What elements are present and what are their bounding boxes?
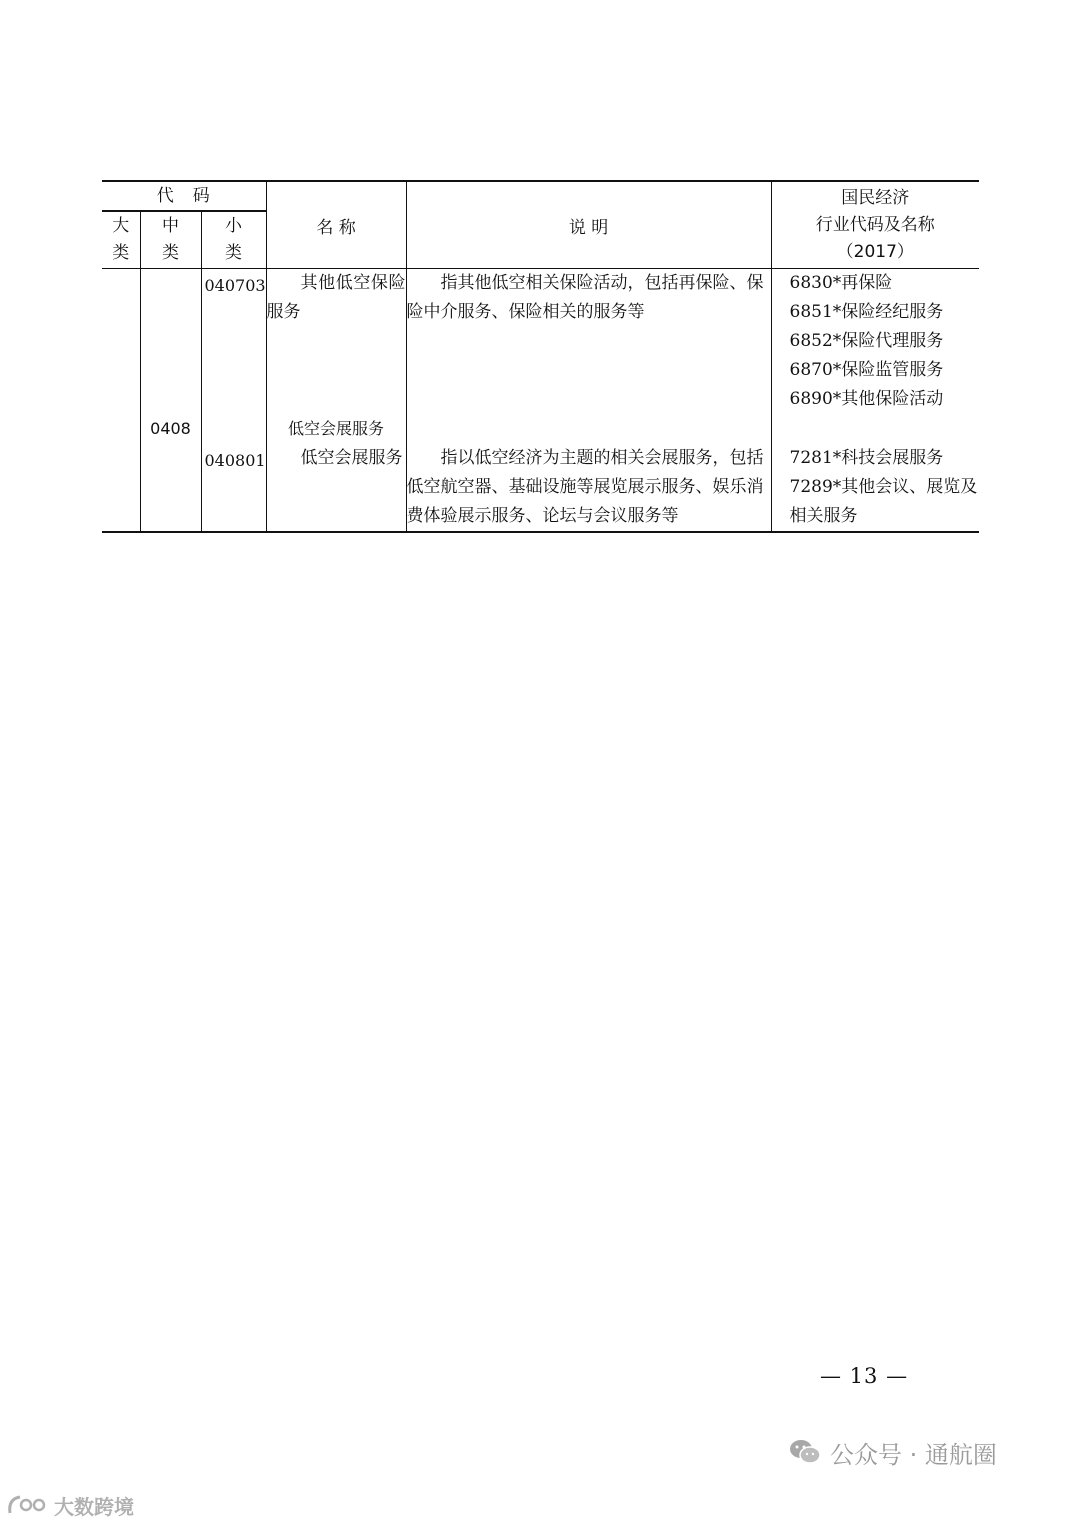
industry-codes-cell <box>771 414 979 444</box>
industry-code: 6870*保险监管服务 <box>789 360 944 380</box>
brand-logo-icon <box>6 1493 50 1517</box>
table-row <box>102 444 979 532</box>
page-number: — 13 — <box>820 1364 909 1388</box>
minor-code-cell <box>201 444 266 532</box>
header-row-1 <box>102 181 979 211</box>
major-class-cell <box>102 444 140 532</box>
industry-codes-cell <box>771 269 979 415</box>
industry-code: 7281*科技会展服务 <box>789 448 944 468</box>
table-row <box>102 414 979 444</box>
middle-class-cell <box>140 269 201 415</box>
major-class-cell <box>102 414 140 444</box>
watermark-right-text: 公众号 · 通航圈 <box>830 1440 997 1469</box>
minor-code: 040801 <box>204 451 266 470</box>
middle-class-char-2: 类 <box>162 243 179 263</box>
industry-code: 6890*其他保险活动 <box>789 389 944 409</box>
industry-code: 6830*再保险 <box>789 273 893 293</box>
name-cell: 其他低空保险服务 <box>266 269 406 415</box>
minor-code-cell <box>201 269 266 415</box>
description-cell: 指以低空经济为主题的相关会展服务，包括低空航空器、基础设施等展览展示服务、娱乐消费体验展示服务、论坛与会议服务等 <box>406 444 771 532</box>
minor-code-cell <box>201 414 266 444</box>
watermark-right <box>788 1432 997 1472</box>
industry-code: 7289*其他会议、展览及相关服务 <box>789 477 978 526</box>
name-cell: 低空会展服务 <box>266 444 406 532</box>
watermark-left <box>6 1488 134 1522</box>
industry-header-line-3: （2017） <box>836 241 914 262</box>
industry-header-line-2: 行业代码及名称 <box>815 214 935 235</box>
classification-table-wrapper <box>102 180 979 533</box>
industry-codes-cell <box>771 444 979 532</box>
industry-header <box>771 181 979 269</box>
major-class-char-2: 类 <box>112 243 130 263</box>
code-group-header: 代 码 <box>102 181 266 211</box>
middle-class-cell <box>140 444 201 532</box>
middle-class-header <box>140 211 201 269</box>
major-class-cell <box>102 269 140 415</box>
minor-class-char-2: 类 <box>225 243 243 263</box>
table-row <box>102 269 979 415</box>
middle-class-char-1: 中 <box>162 216 179 236</box>
minor-class-header <box>201 211 266 269</box>
middle-code-cell: 0408 <box>140 414 201 444</box>
major-class-header <box>102 211 140 269</box>
description-cell: 指其他低空相关保险活动，包括再保险、保险中介服务、保险相关的服务等 <box>406 269 771 415</box>
name-cell: 低空会展服务 <box>266 414 406 444</box>
description-cell <box>406 414 771 444</box>
name-header: 名 称 <box>266 181 406 269</box>
major-class-char-1: 大 <box>112 216 130 236</box>
classification-table <box>102 180 979 533</box>
wechat-icon <box>788 1437 822 1467</box>
description-header: 说 明 <box>406 181 771 269</box>
industry-code: 6851*保险经纪服务 <box>789 302 944 322</box>
minor-code: 040703 <box>204 276 266 295</box>
minor-class-char-1: 小 <box>225 216 243 236</box>
watermark-left-text: 大数跨境 <box>54 1494 134 1519</box>
industry-code: 6852*保险代理服务 <box>789 331 944 351</box>
industry-header-line-1: 国民经济 <box>841 187 910 208</box>
